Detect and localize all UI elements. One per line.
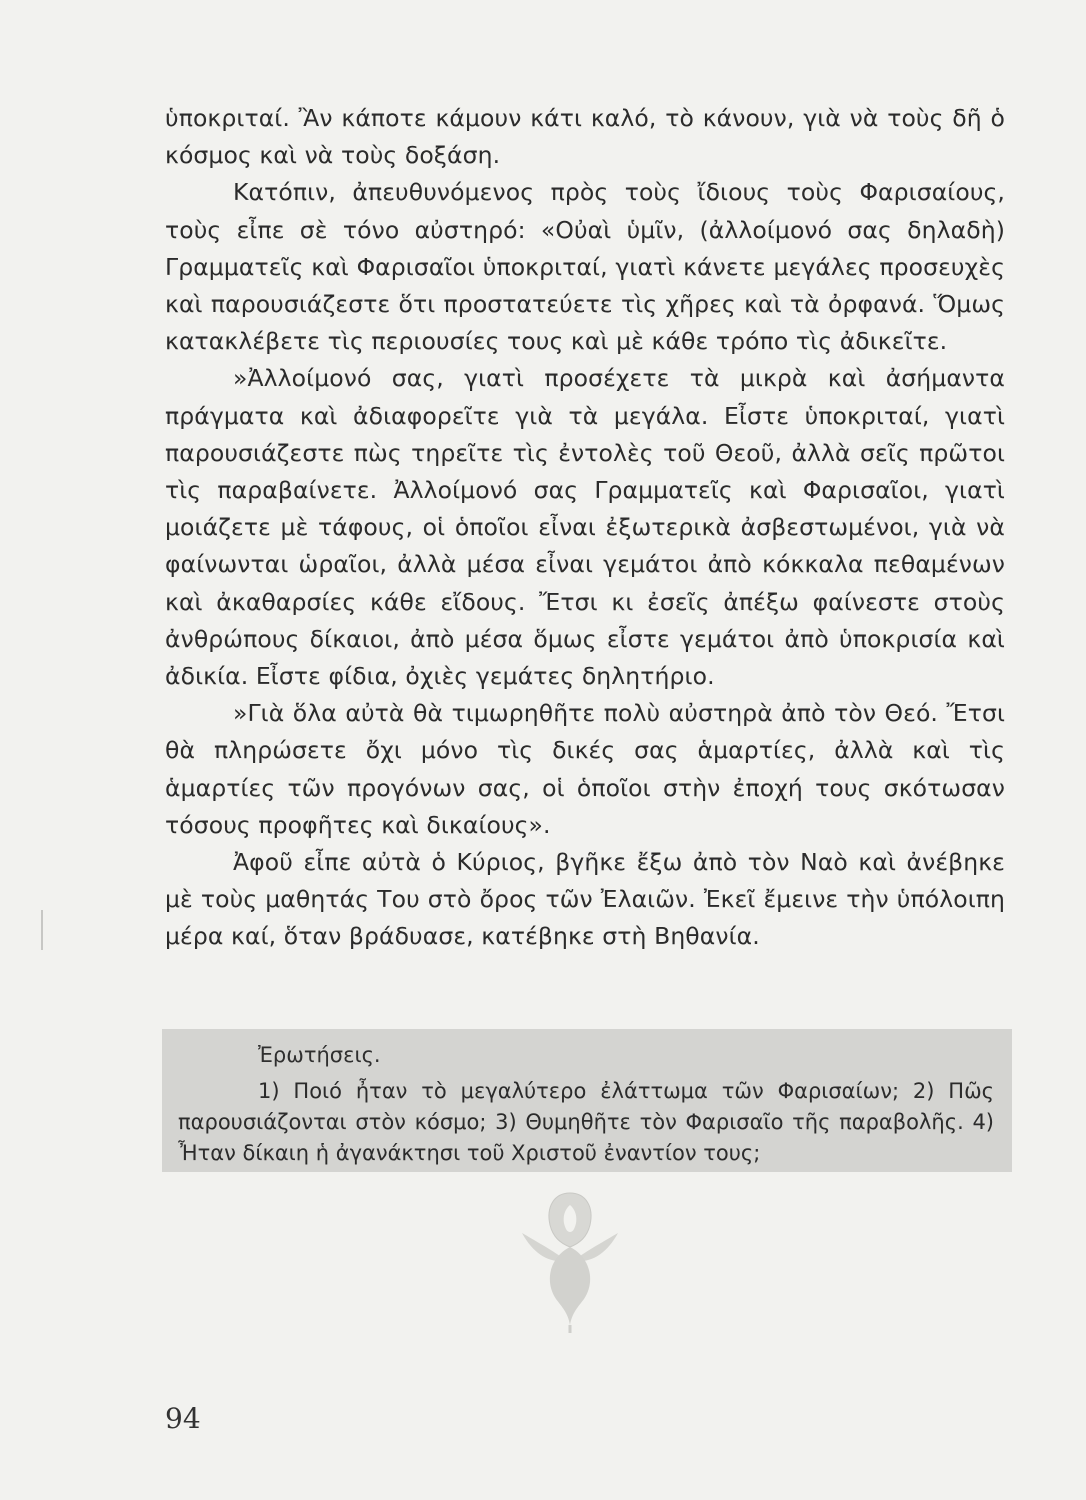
scan-mark-icon	[40, 910, 44, 950]
paragraph-4: »Γιὰ ὅλα αὐτὰ θὰ τιμωρηθῆτε πολὺ αὐστηρὰ ἀπὸ τὸν Θεό. Ἔτσι θὰ πληρώσετε ὄχι μόνο τὶς δικές σας ἁμαρτίες, ἀλλὰ καὶ τὶς ἁμαρτίες τῶν προγόνων σας, οἱ ὁποῖοι στὴν ἐποχή τους σκότωσαν τόσους προφῆτες καὶ δικαίους».	[165, 699, 1005, 839]
main-text	[165, 100, 1005, 956]
paragraph-2: Κατόπιν, ἀπευθυνόμενος πρὸς τοὺς ἴδιους τοὺς Φαρισαίους, τοὺς εἶπε σὲ τόνο αὐστηρό: «Οὐαὶ ὑμῖν, (ἀλλοίμονό σας δηλαδὴ) Γραμματεῖς καὶ Φαρισαῖοι ὑποκριταί, γιατὶ κάνετε μεγάλες προσευχὲς καὶ παρουσιάζεστε ὅτι προστατεύετε τὶς χῆρες καὶ τὰ ὀρφανά. Ὅμως κατακλέβετε τὶς περιουσίες τους καὶ μὲ κάθε τρόπο τὶς ἀδικεῖτε.	[165, 178, 1005, 356]
paragraph-5: Ἀφοῦ εἶπε αὐτὰ ὁ Κύριος, βγῆκε ἔξω ἀπὸ τὸν Ναὸ καὶ ἀνέβηκε μὲ τοὺς μαθητάς Του στὸ ὄρος τῶν Ἐλαιῶν. Ἐκεῖ ἔμεινε τὴν ὑπόλοιπη μέρα καί, ὅταν βράδυασε, κατέβηκε στὴ Βηθανία.	[165, 848, 1005, 951]
paragraph-3: »Ἀλλοίμονό σας, γιατὶ προσέχετε τὰ μικρὰ καὶ ἀσήμαντα πράγματα καὶ ἀδιαφορεῖτε γιὰ τὰ μεγάλα. Εἶστε ὑποκριταί, γιατὶ παρουσιάζεστε πὼς τηρεῖτε τὶς ἐντολὲς τοῦ Θεοῦ, ἀλλὰ σεῖς πρῶτοι τὶς παραβαίνετε. Ἀλλοίμονό σας Γραμματεῖς καὶ Φαρισαῖοι, γιατὶ μοιάζετε μὲ τάφους, οἱ ὁποῖοι εἶναι ἐξωτερικὰ ἀσβεστωμένοι, γιὰ νὰ φαίνωνται ὡραῖοι, ἀλλὰ μέσα εἶναι γεμάτοι ἀπὸ κόκκαλα πεθαμένων καὶ ἀκαθαρσίες κάθε εἴδους. Ἔτσι κι ἐσεῖς ἀπέξω φαίνεστε στοὺς ἀνθρώπους δίκαιοι, ἀπὸ μέσα ὅμως εἶστε γεμάτοι ἀπὸ ὑποκρισία καὶ ἀδικία. Εἶστε φίδια, ὀχιὲς γεμάτες δηλητήριο.	[165, 364, 1005, 691]
questions-body: 1) Ποιό ἦταν τὸ μεγαλύτερο ἐλάττωμα τῶν Φαρισαίων; 2) Πῶς παρουσιάζονται στὸν κόσμο; 3) Θυμηθῆτε τὸν Φαρισαῖο τῆς παραβολῆς. 4) Ἦταν δίκαιη ἡ ἀγανάκτησι τοῦ Χριστοῦ ἐναντίον τους;	[178, 1079, 994, 1165]
paragraph-1: ὑποκριταί. Ἂν κάποτε κάμουν κάτι καλό, τὸ κάνουν, γιὰ νὰ τοὺς δῆ ὁ κόσμος καὶ νὰ τοὺς δοξάση.	[165, 104, 1005, 170]
questions-box	[162, 1029, 1012, 1172]
flower-ornament-icon	[520, 1185, 620, 1335]
questions-title: Ἐρωτήσεις.	[258, 1043, 381, 1067]
page-number: 94	[165, 1402, 201, 1435]
